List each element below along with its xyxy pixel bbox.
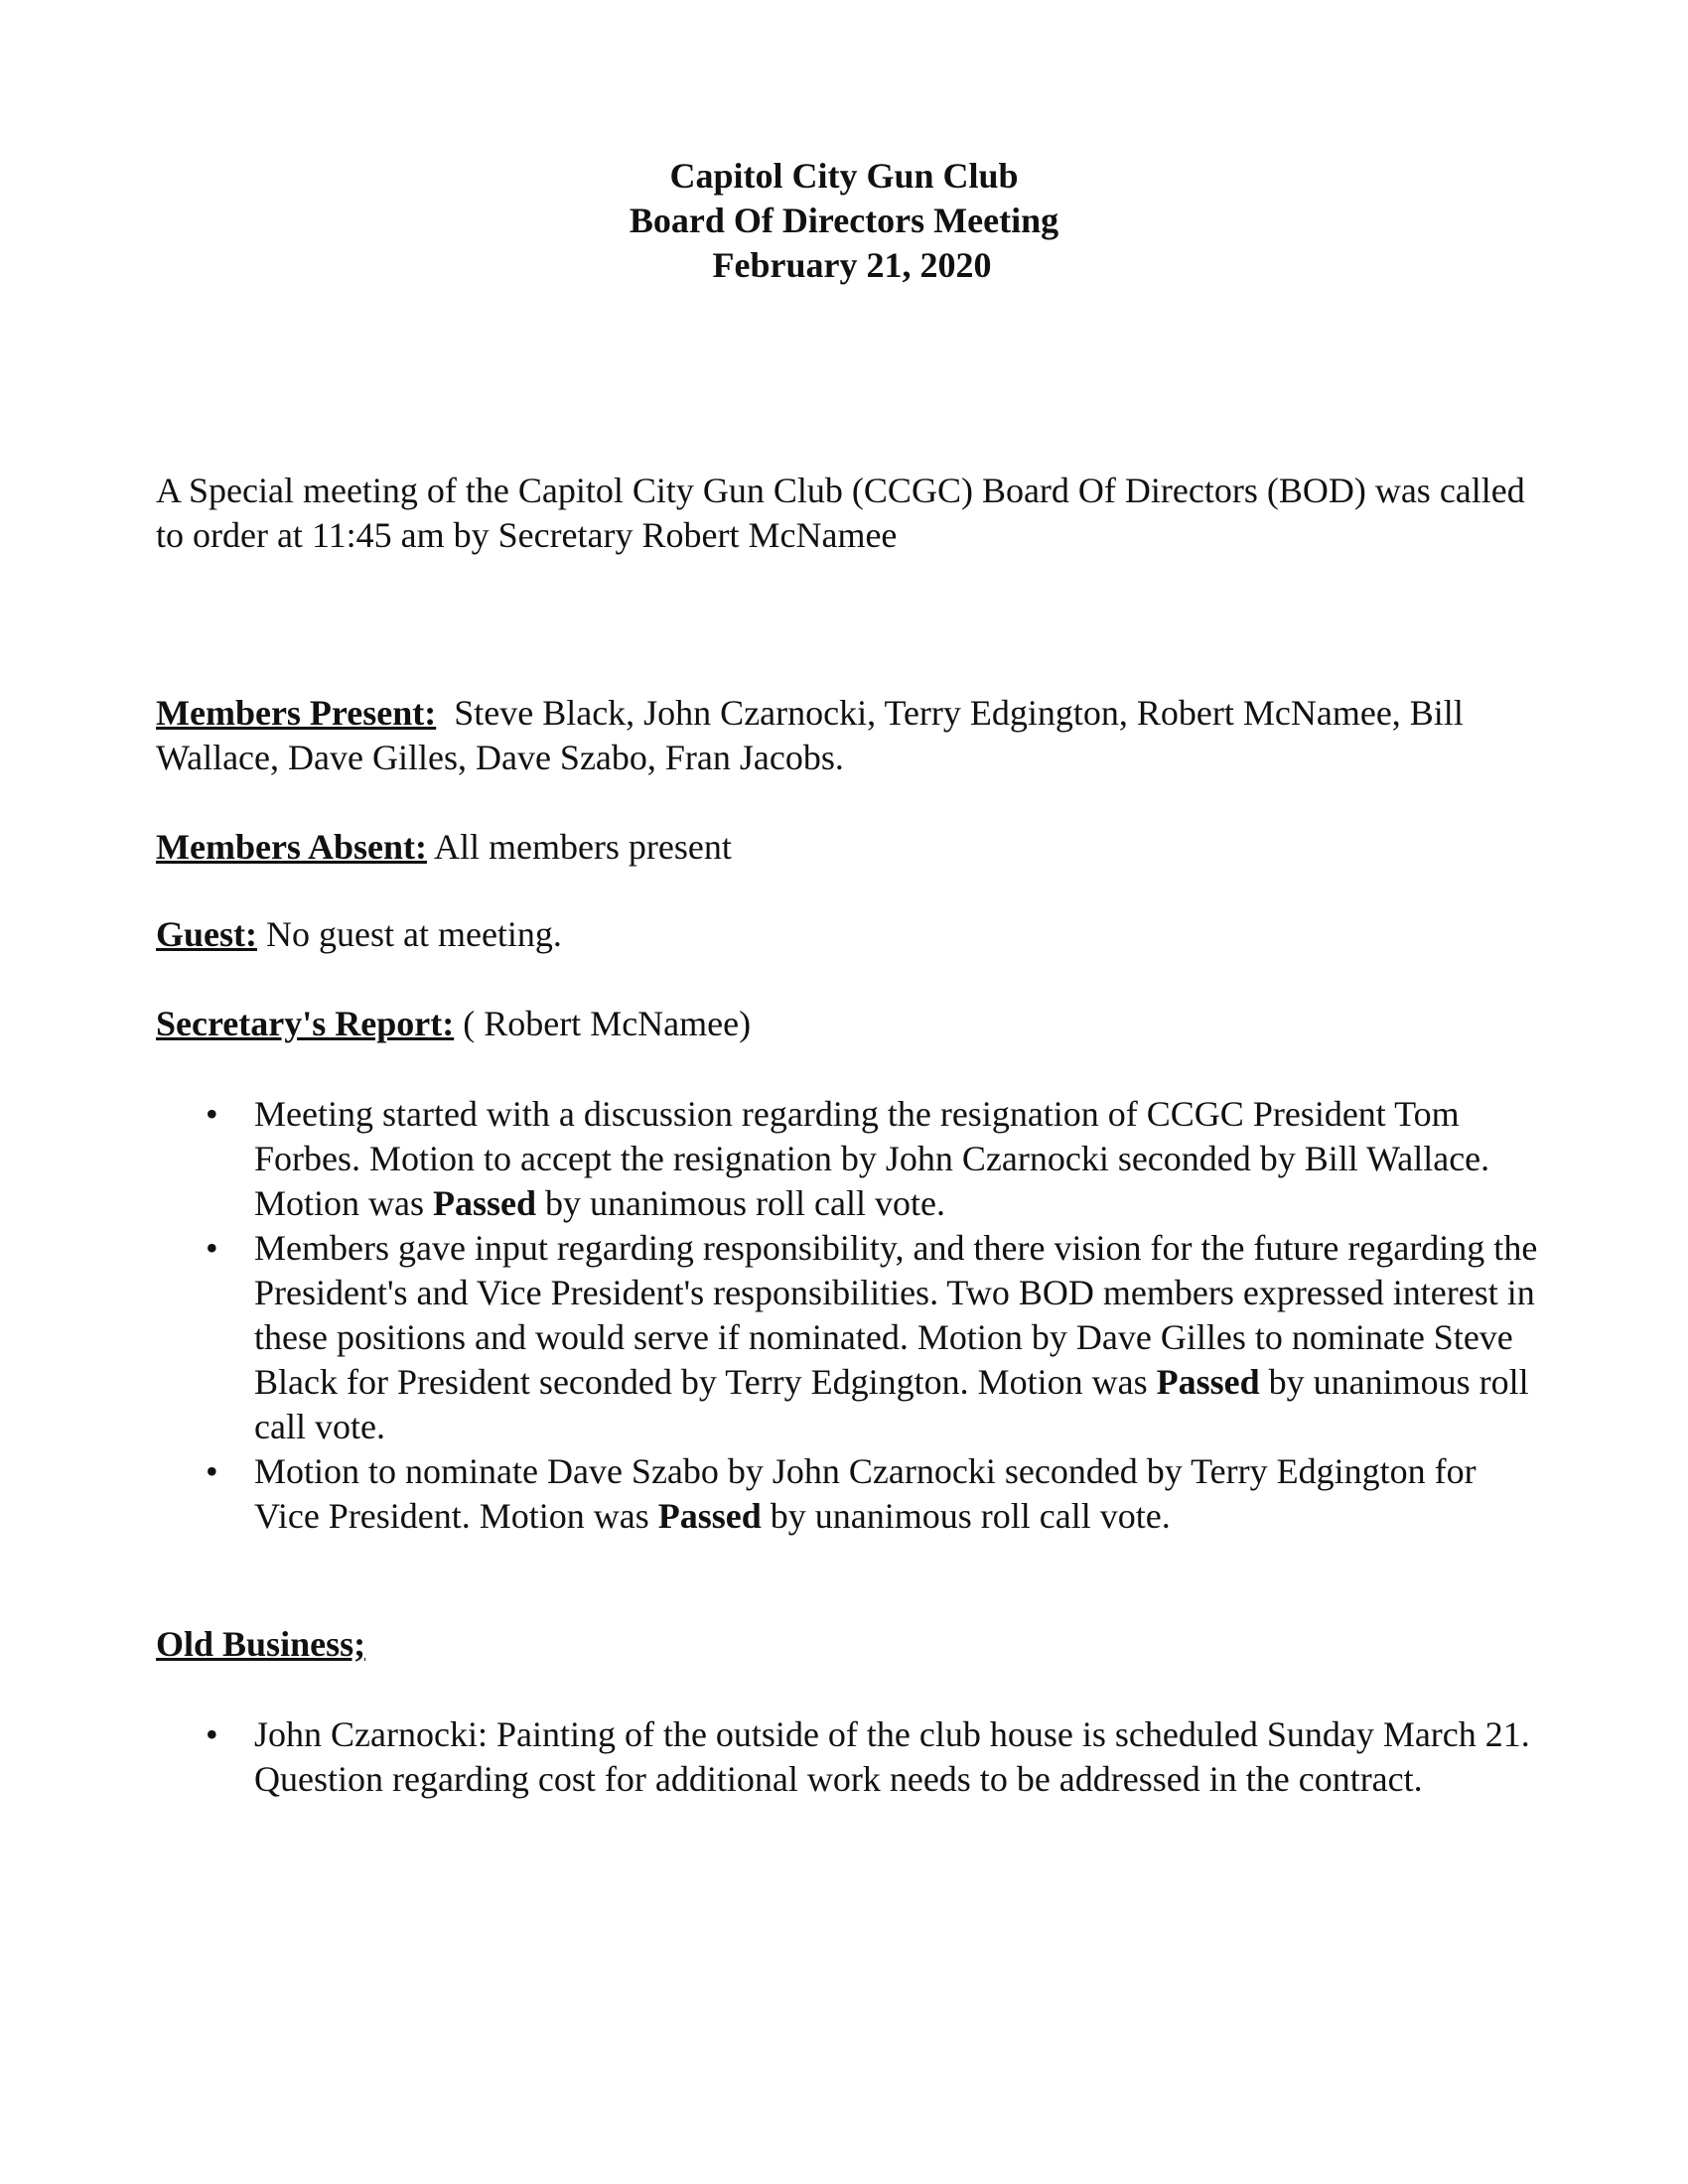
members-present-section <box>156 691 1546 780</box>
item-bold-text: Passed <box>433 1183 537 1223</box>
item-text: John Czarnocki: Painting of the outside of the club house is scheduled Sunday March 21. Question regarding cost for additional work needs to be addressed in the contract. <box>254 1714 1530 1799</box>
members-absent-value: All members present <box>433 827 732 867</box>
item-bold-text: Passed <box>657 1496 762 1536</box>
secretary-report-heading <box>156 1002 1546 1046</box>
guest-label: Guest: <box>156 914 257 954</box>
club-name: Capitol City Gun Club <box>669 156 1019 196</box>
item-text-end: by unanimous roll call vote. <box>761 1496 1171 1536</box>
guest-section <box>156 912 1546 957</box>
document-header <box>0 154 1688 288</box>
old-business-label: Old Business; <box>156 1624 366 1664</box>
item-text: Meeting started with a discussion regarding the resignation of CCGC President Tom Forbes. Motion to accept the resignation by John Czarnocki seconded by Bill Wallace. Motion was <box>254 1094 1490 1223</box>
secretary-report-label: Secretary's Report: <box>156 1004 455 1043</box>
meeting-date: February 21, 2020 <box>712 245 992 285</box>
members-absent-label: Members Absent: <box>156 827 427 867</box>
list-item <box>156 1712 1546 1802</box>
members-absent-section <box>156 825 1546 870</box>
item-text-end: by unanimous roll call vote. <box>254 1362 1529 1446</box>
bullet-icon: • <box>206 1094 218 1134</box>
list-item <box>156 1092 1546 1226</box>
meeting-title: Board Of Directors Meeting <box>629 201 1059 240</box>
members-present-value: Steve Black, John Czarnocki, Terry Edgington, Robert McNamee, Bill Wallace, Dave Gilles, Dave Szabo, Fran Jacobs. <box>156 693 1464 777</box>
item-text: Motion to nominate Dave Szabo by John Czarnocki seconded by Terry Edgington for Vice President. Motion was <box>254 1451 1477 1536</box>
members-present-label: Members Present: <box>156 693 437 733</box>
secretary-report-value: ( Robert McNamee) <box>463 1004 752 1043</box>
item-bold-text: Passed <box>1156 1362 1260 1402</box>
intro-paragraph: A Special meeting of the Capitol City Gun Club (CCGC) Board Of Directors (BOD) was called to order at 11:45 am by Secretary Robert McNamee <box>156 471 1525 555</box>
bullet-icon: • <box>206 1228 218 1268</box>
item-text-end: by unanimous roll call vote. <box>536 1183 945 1223</box>
guest-value: No guest at meeting. <box>266 914 562 954</box>
bullet-icon: • <box>206 1714 218 1754</box>
item-text: Members gave input regarding responsibility, and there vision for the future regarding the President's and Vice President's responsibilities. Two BOD members expressed interest in these positions and would serve if nominated. Motion by Dave Gilles to nominate Steve Black for President seconded by Terry Edgington. Motion was <box>254 1228 1538 1402</box>
old-business-list <box>156 1712 1546 1802</box>
secretary-report-list <box>156 1092 1546 1539</box>
list-item <box>156 1226 1546 1449</box>
bullet-icon: • <box>206 1451 218 1491</box>
old-business-heading <box>156 1622 1546 1667</box>
list-item <box>156 1449 1546 1539</box>
